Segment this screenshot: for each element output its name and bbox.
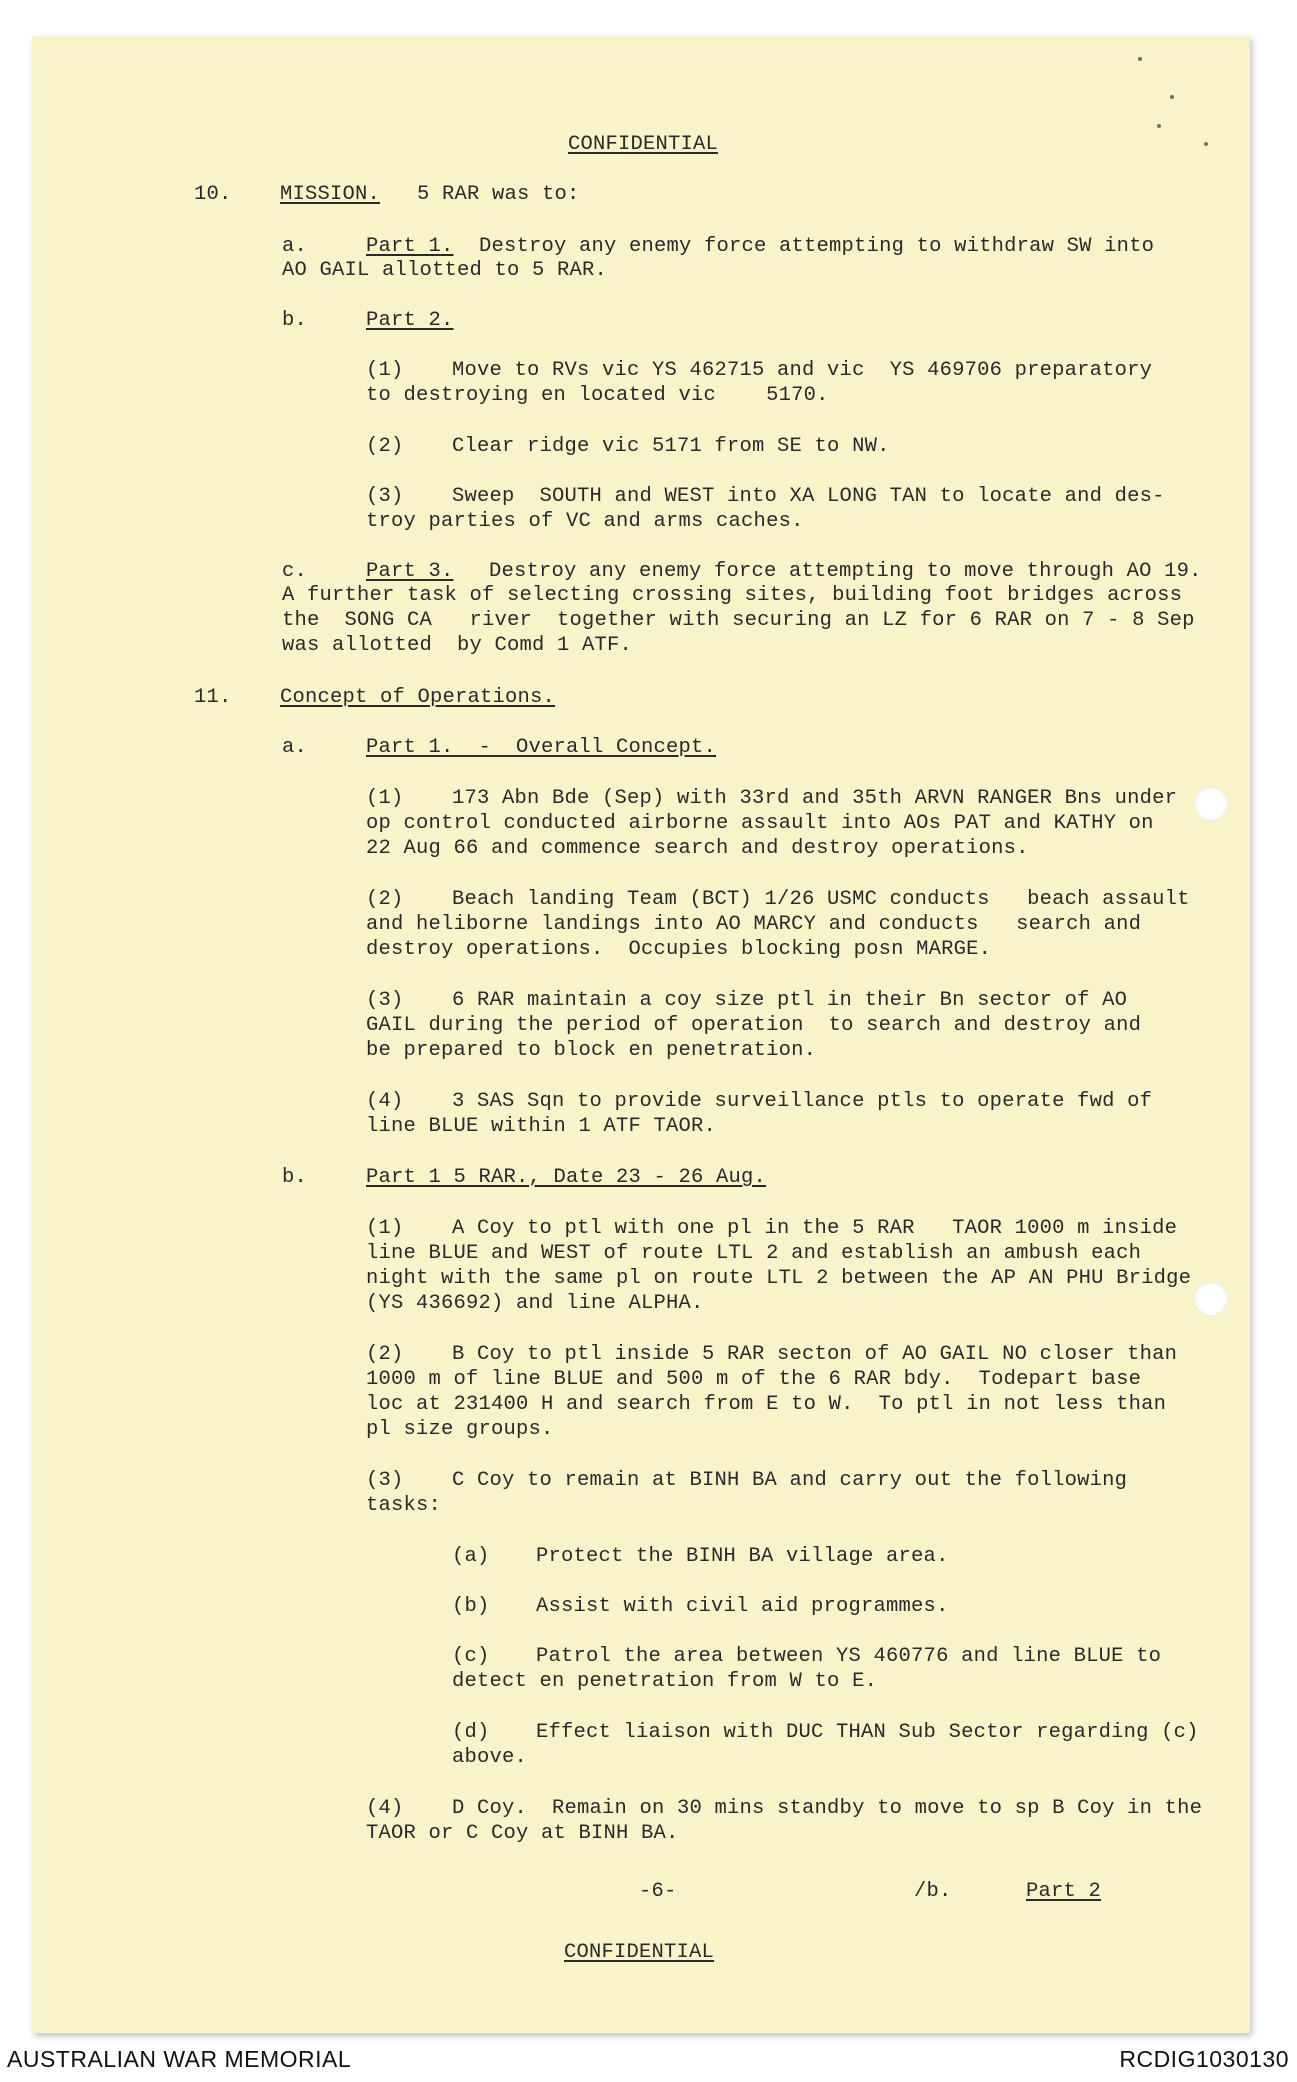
para-11a3-num: (3) [366, 989, 404, 1012]
para-10c-line1: Destroy any enemy force attempting to move through AO 19. [489, 560, 1202, 583]
para-10a-label: Part 1. [366, 235, 454, 258]
punch-hole-top [1194, 787, 1228, 821]
para-10a-line2: AO GAIL allotted to 5 RAR. [282, 259, 608, 282]
para-10a-letter: a. [282, 235, 308, 258]
para-11a4-line2: line BLUE within 1 ATF TAOR. [366, 1115, 717, 1138]
para-11b2-line1: B Coy to ptl inside 5 RAR secton of AO GAIL NO closer than [452, 1343, 1178, 1366]
para-11b2-line2: 1000 m of line BLUE and 500 m of the 6 RAR bdy. Todepart base [366, 1368, 1142, 1391]
para-11a1-line3: 22 Aug 66 and commence search and destroy operations. [366, 837, 1029, 860]
para-11b3d-letter: (d) [452, 1721, 490, 1744]
para-10c-line2: A further task of selecting crossing sites, building foot bridges across [282, 584, 1183, 607]
archive-caption-right: RCDIG1030130 [1119, 2046, 1289, 2072]
paper-speck [1204, 142, 1208, 146]
para-11b3c-line2: detect en penetration from W to E. [452, 1670, 878, 1693]
para-11a4-num: (4) [366, 1090, 404, 1113]
para-10c-label: Part 3. [366, 560, 454, 583]
para-11b2-num: (2) [366, 1343, 404, 1366]
paper-speck [1170, 95, 1174, 99]
para-10a-line1: Destroy any enemy force attempting to withdraw SW into [479, 235, 1155, 258]
para-11b1-line1: A Coy to ptl with one pl in the 5 RAR TAOR 1000 m inside [452, 1217, 1178, 1240]
para-10-title: MISSION. [280, 183, 381, 206]
para-10c-letter: c. [282, 560, 308, 583]
para-11b3d-line2: above. [452, 1746, 528, 1769]
para-10b-label: Part 2. [366, 309, 454, 332]
para-11b3c-line1: Patrol the area between YS 460776 and line BLUE to [536, 1645, 1162, 1668]
para-11b1-num: (1) [366, 1217, 404, 1240]
para-11-number: 11. [194, 686, 232, 709]
para-11b4-num: (4) [366, 1797, 404, 1820]
para-11a2-num: (2) [366, 888, 404, 911]
para-10b1-line1: Move to RVs vic YS 462715 and vic YS 469706 preparatory [452, 359, 1153, 382]
para-10-number: 10. [194, 183, 232, 206]
para-11b3a-letter: (a) [452, 1545, 490, 1568]
para-10b3-num: (3) [366, 485, 404, 508]
para-11b-heading: Part 1 5 RAR., Date 23 - 26 Aug. [366, 1166, 767, 1189]
para-11b4-line2: TAOR or C Coy at BINH BA. [366, 1822, 679, 1845]
para-11a2-line1: Beach landing Team (BCT) 1/26 USMC conducts beach assault [452, 888, 1190, 911]
next-section-label: Part 2 [1026, 1880, 1102, 1903]
para-10c-line4: was allotted by Comd 1 ATF. [282, 634, 633, 657]
para-11b3-line2: tasks: [366, 1494, 442, 1517]
para-11a3-line1: 6 RAR maintain a coy size ptl in their Bn sector of AO [452, 989, 1128, 1012]
para-11a2-line2: and heliborne landings into AO MARCY and conducts search and [366, 913, 1142, 936]
para-11b1-line2: line BLUE and WEST of route LTL 2 and establish an ambush each [366, 1242, 1142, 1265]
para-11b3-num: (3) [366, 1469, 404, 1492]
para-11a2-line3: destroy operations. Occupies blocking posn MARGE. [366, 938, 992, 961]
para-11b4-line1: D Coy. Remain on 30 mins standby to move to sp B Coy in the [452, 1797, 1203, 1820]
archive-caption-left: AUSTRALIAN WAR MEMORIAL [7, 2046, 352, 2072]
para-11b-letter: b. [282, 1166, 308, 1189]
para-10-intro: 5 RAR was to: [417, 183, 580, 206]
para-11a3-line2: GAIL during the period of operation to search and destroy and [366, 1014, 1142, 1037]
classification-header: CONFIDENTIAL [568, 133, 719, 156]
para-11a1-line2: op control conducted airborne assault into AOs PAT and KATHY on [366, 812, 1154, 835]
document-page [32, 36, 1250, 2033]
para-10b-letter: b. [282, 309, 308, 332]
para-11a4-line1: 3 SAS Sqn to provide surveillance ptls to operate fwd of [452, 1090, 1153, 1113]
para-11b3b-line1: Assist with civil aid programmes. [536, 1595, 949, 1618]
page-number: -6- [639, 1880, 677, 1903]
paper-speck [1157, 124, 1161, 128]
para-11b3a-line1: Protect the BINH BA village area. [536, 1545, 949, 1568]
para-11a-letter: a. [282, 736, 308, 759]
para-10b2-num: (2) [366, 435, 404, 458]
para-10b1-line2: to destroying en located vic 5170. [366, 384, 829, 407]
para-10b2-line1: Clear ridge vic 5171 from SE to NW. [452, 435, 890, 458]
para-11b3d-line1: Effect liaison with DUC THAN Sub Sector regarding (c) [536, 1721, 1199, 1744]
punch-hole-bottom [1194, 1282, 1228, 1316]
continuation-marker: /b. [914, 1880, 952, 1903]
para-11b3b-letter: (b) [452, 1595, 490, 1618]
para-11-title: Concept of Operations. [280, 686, 556, 709]
para-11b1-line4: (YS 436692) and line ALPHA. [366, 1292, 704, 1315]
para-11b3c-letter: (c) [452, 1645, 490, 1668]
classification-footer: CONFIDENTIAL [564, 1941, 715, 1964]
para-11b2-line4: pl size groups. [366, 1418, 554, 1441]
para-11a-heading: Part 1. - Overall Concept. [366, 736, 717, 759]
paper-speck [1138, 57, 1142, 61]
para-11b3-line1: C Coy to remain at BINH BA and carry out the following [452, 1469, 1128, 1492]
para-11a1-num: (1) [366, 787, 404, 810]
para-10b3-line2: troy parties of VC and arms caches. [366, 510, 804, 533]
para-11a3-line3: be prepared to block en penetration. [366, 1039, 817, 1062]
para-11b1-line3: night with the same pl on route LTL 2 between the AP AN PHU Bridge [366, 1267, 1192, 1290]
para-10b1-num: (1) [366, 359, 404, 382]
para-11a1-line1: 173 Abn Bde (Sep) with 33rd and 35th ARVN RANGER Bns under [452, 787, 1178, 810]
para-10b3-line1: Sweep SOUTH and WEST into XA LONG TAN to locate and des- [452, 485, 1165, 508]
para-10c-line3: the SONG CA river together with securing an LZ for 6 RAR on 7 - 8 Sep [282, 609, 1195, 632]
para-11b2-line3: loc at 231400 H and search from E to W. To ptl in not less than [366, 1393, 1167, 1416]
